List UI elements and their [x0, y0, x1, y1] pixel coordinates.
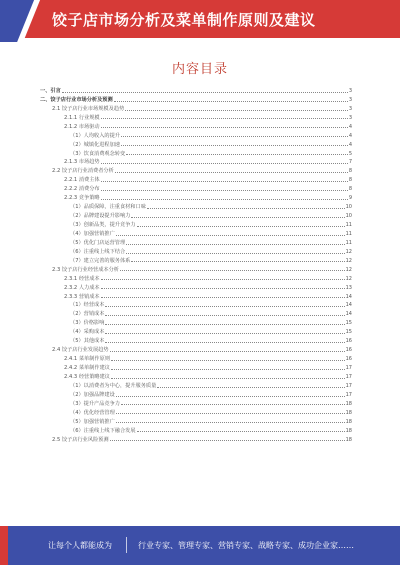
- toc-entry[interactable]: [40, 121, 352, 130]
- toc-entry-label: （5）优化门店运营管理: [70, 239, 126, 246]
- toc-entry-page: 12: [345, 257, 352, 264]
- toc-leader-dots: [62, 92, 348, 93]
- toc-leader-dots: [157, 387, 344, 388]
- toc-entry[interactable]: [40, 291, 352, 300]
- toc-entry-page: 12: [345, 248, 352, 255]
- toc-entry[interactable]: [40, 434, 352, 443]
- toc-leader-dots: [125, 110, 348, 111]
- toc-entry[interactable]: [40, 103, 352, 112]
- toc-entry-page: 16: [345, 356, 352, 363]
- toc-entry[interactable]: [40, 300, 352, 309]
- toc-entry-page: 18: [345, 427, 352, 434]
- toc-leader-dots: [110, 351, 345, 352]
- toc-leader-dots: [101, 181, 348, 182]
- toc-entry-label: 2.3.3 营销成本: [64, 293, 100, 300]
- toc-entry-label: （5）其他成本: [70, 338, 105, 345]
- toc-entry[interactable]: [40, 389, 352, 398]
- toc-entry-label: 2.3 饺子店行业经营成本分析: [52, 266, 119, 273]
- toc-entry-label: （7）建立完善的服务体系: [70, 257, 131, 264]
- toc-leader-dots: [147, 208, 345, 209]
- toc-entry-page: 4: [348, 141, 352, 148]
- toc-entry-label: （3）创新品类，提升竞争力: [70, 222, 136, 228]
- toc-entry[interactable]: [40, 416, 352, 425]
- toc-leader-dots: [101, 199, 348, 200]
- toc-entry-label: （2）品牌建设提升影响力: [70, 213, 131, 220]
- toc-entry[interactable]: [40, 344, 352, 353]
- toc-leader-dots: [111, 369, 345, 370]
- toc-leader-dots: [105, 306, 344, 307]
- toc-entry-page: 7: [348, 159, 352, 166]
- toc-entry-label: （4）加强营销推广: [70, 230, 115, 237]
- toc-entry[interactable]: [40, 237, 352, 246]
- toc-entry-page: 11: [345, 239, 352, 246]
- toc-entry[interactable]: [40, 246, 352, 255]
- toc-heading: 内容目录: [171, 62, 228, 77]
- toc-entry-page: 3: [348, 96, 352, 103]
- toc-entry-label: （3）饮食消费观念转变: [70, 150, 126, 157]
- toc-leader-dots: [116, 396, 345, 397]
- toc-entry-label: （5）加强营销推广: [70, 418, 115, 425]
- toc-entry-label: 2.3.2 人力成本: [64, 284, 100, 291]
- toc-entry-label: 一、引言: [40, 87, 61, 94]
- toc-leader-dots: [101, 297, 345, 298]
- toc-entry-page: 18: [345, 400, 352, 407]
- footer-tagline: 行业专家、管理专家、营销专家、战略专家、成功企业家……: [138, 541, 354, 550]
- toc-entry[interactable]: [40, 148, 352, 157]
- footer-red-accent: [0, 526, 8, 565]
- table-of-contents: [40, 85, 352, 443]
- toc-entry-label: （2）城镇化进程加速: [70, 141, 120, 148]
- toc-leader-dots: [116, 235, 345, 236]
- toc-entry-page: 10: [345, 213, 352, 220]
- toc-entry-label: （2）加强品牌建设: [70, 391, 115, 398]
- toc-entry-page: 14: [345, 293, 352, 300]
- toc-entry-page: 8: [348, 186, 352, 193]
- toc-entry-label: （6）注重线上线下结合: [70, 248, 126, 255]
- toc-leader-dots: [111, 360, 345, 361]
- toc-leader-dots: [111, 378, 345, 379]
- toc-entry-page: 16: [345, 338, 352, 345]
- toc-entry-page: 5: [348, 150, 352, 157]
- toc-entry[interactable]: [40, 130, 352, 139]
- toc-entry-label: （1）经营成本: [70, 302, 105, 309]
- toc-entry[interactable]: [40, 362, 352, 371]
- toc-entry-label: 2.2 饺子店行业消费者分析: [52, 168, 114, 175]
- toc-entry-page: 3: [348, 105, 352, 112]
- toc-entry-page: 11: [345, 222, 352, 228]
- toc-entry-label: 2.1 饺子店行业市场规模及趋势: [52, 105, 125, 112]
- document-title: 饺子店市场分析及菜单制作原则及建议: [52, 11, 316, 29]
- toc-entry[interactable]: [40, 407, 352, 416]
- toc-entry[interactable]: [40, 273, 352, 282]
- toc-entry-label: 2.4.3 经营策略建议: [64, 373, 110, 380]
- toc-entry[interactable]: [40, 165, 352, 174]
- toc-entry[interactable]: [40, 317, 352, 326]
- toc-leader-dots: [105, 315, 344, 316]
- toc-entry-label: 2.5 饺子店行业风险预测: [52, 436, 109, 443]
- toc-entry[interactable]: [40, 282, 352, 291]
- toc-entry-page: 14: [345, 302, 352, 309]
- toc-entry-page: 17: [345, 382, 352, 389]
- toc-entry[interactable]: [40, 425, 352, 434]
- toc-leader-dots: [137, 431, 345, 432]
- toc-entry[interactable]: [40, 308, 352, 317]
- toc-entry-page: 4: [348, 132, 352, 139]
- toc-entry-label: 二、饺子店行业市场分析及预测: [40, 96, 113, 103]
- toc-entry-label: 2.4.1 菜单制作原则: [64, 356, 110, 363]
- toc-entry-page: 18: [345, 418, 352, 425]
- footer-banner: [0, 526, 400, 565]
- header-banner: [0, 0, 400, 42]
- toc-entry-label: 2.1.2 市场驱动: [64, 123, 100, 130]
- toc-entry-label: 2.1.3 市场趋势: [64, 159, 100, 166]
- toc-entry[interactable]: [40, 228, 352, 237]
- toc-entry-page: 3: [348, 114, 352, 121]
- toc-entry-label: 2.3.1 经营成本: [64, 275, 100, 282]
- toc-entry-page: 14: [345, 311, 352, 318]
- toc-entry[interactable]: [40, 264, 352, 273]
- toc-entry-label: 2.2.1 消费主体: [64, 177, 100, 184]
- toc-leader-dots: [101, 288, 345, 289]
- toc-entry-page: 17: [345, 365, 352, 371]
- toc-entry[interactable]: [40, 380, 352, 389]
- toc-entry[interactable]: [40, 201, 352, 210]
- toc-leader-dots: [131, 217, 344, 218]
- toc-entry[interactable]: [40, 192, 352, 201]
- toc-leader-dots: [126, 253, 344, 254]
- toc-entry-page: 4: [348, 123, 352, 130]
- toc-entry-page: 15: [345, 329, 352, 336]
- toc-entry[interactable]: [40, 112, 352, 121]
- toc-leader-dots: [121, 136, 348, 137]
- toc-entry[interactable]: [40, 94, 352, 103]
- toc-entry-page: 17: [345, 391, 352, 398]
- toc-entry-label: 2.4.2 菜单制作建议: [64, 365, 110, 371]
- toc-entry-page: 8: [348, 168, 352, 175]
- toc-entry[interactable]: [40, 139, 352, 148]
- toc-entry-label: （6）注重线上线下融合发展: [70, 427, 136, 434]
- toc-entry-page: 3: [348, 87, 352, 94]
- toc-leader-dots: [101, 279, 345, 280]
- toc-entry[interactable]: [40, 183, 352, 192]
- toc-leader-dots: [110, 440, 345, 441]
- toc-leader-dots: [101, 118, 348, 119]
- toc-entry-page: 12: [345, 266, 352, 273]
- toc-leader-dots: [121, 404, 345, 405]
- toc-entry-label: （4）采购成本: [70, 329, 105, 336]
- toc-leader-dots: [115, 172, 348, 173]
- toc-entry-label: （1）以消费者为中心，提升服务质量: [70, 382, 157, 389]
- footer-slogan: 让每个人都能成为: [48, 541, 112, 550]
- toc-entry-label: （3）价格影响: [70, 320, 105, 327]
- toc-entry[interactable]: [40, 335, 352, 344]
- toc-entry-page: 15: [345, 320, 352, 327]
- toc-entry-label: 2.4 饺子店行业发展趋势: [52, 347, 109, 354]
- toc-leader-dots: [121, 145, 348, 146]
- toc-entry-label: 2.2.2 消费分布: [64, 186, 100, 193]
- toc-entry-label: 2.2.3 竞争策略: [64, 195, 100, 202]
- toc-entry[interactable]: [40, 326, 352, 335]
- toc-entry-label: （4）优化经营管理: [70, 409, 115, 416]
- toc-leader-dots: [126, 244, 344, 245]
- toc-entry-label: （2）营销成本: [70, 311, 105, 318]
- footer-divider: [126, 537, 127, 553]
- toc-entry-label: （3）提升产品竞争力: [70, 400, 120, 407]
- toc-entry-page: 13: [345, 284, 352, 291]
- toc-leader-dots: [116, 413, 345, 414]
- toc-entry[interactable]: [40, 371, 352, 380]
- toc-leader-dots: [105, 324, 344, 325]
- toc-entry-page: 18: [345, 436, 352, 443]
- toc-entry[interactable]: [40, 219, 352, 228]
- toc-leader-dots: [101, 163, 348, 164]
- toc-leader-dots: [137, 226, 345, 227]
- toc-entry-page: 8: [348, 177, 352, 184]
- toc-entry[interactable]: [40, 255, 352, 264]
- toc-leader-dots: [114, 101, 348, 102]
- toc-entry-page: 12: [345, 275, 352, 282]
- toc-entry[interactable]: [40, 398, 352, 407]
- toc-entry[interactable]: [40, 174, 352, 183]
- toc-entry-page: 10: [345, 204, 352, 211]
- toc-entry[interactable]: [40, 157, 352, 166]
- toc-entry-label: （1）人均收入的提升: [70, 132, 120, 139]
- toc-entry-page: 11: [345, 230, 352, 237]
- toc-entry-page: 9: [348, 195, 352, 202]
- toc-entry-page: 18: [345, 409, 352, 416]
- toc-entry[interactable]: [40, 85, 352, 94]
- toc-leader-dots: [105, 333, 344, 334]
- toc-entry[interactable]: [40, 353, 352, 362]
- toc-entry-label: 2.1.1 行业规模: [64, 114, 100, 121]
- toc-leader-dots: [101, 127, 348, 128]
- toc-leader-dots: [131, 261, 344, 262]
- toc-leader-dots: [116, 422, 345, 423]
- toc-leader-dots: [126, 154, 348, 155]
- toc-entry-page: 17: [345, 373, 352, 380]
- toc-leader-dots: [101, 190, 348, 191]
- toc-entry-label: （1）品质保障，注重食材和口味: [70, 204, 146, 211]
- toc-entry[interactable]: [40, 210, 352, 219]
- toc-entry-page: 16: [345, 347, 352, 354]
- toc-leader-dots: [120, 270, 345, 271]
- toc-leader-dots: [105, 342, 344, 343]
